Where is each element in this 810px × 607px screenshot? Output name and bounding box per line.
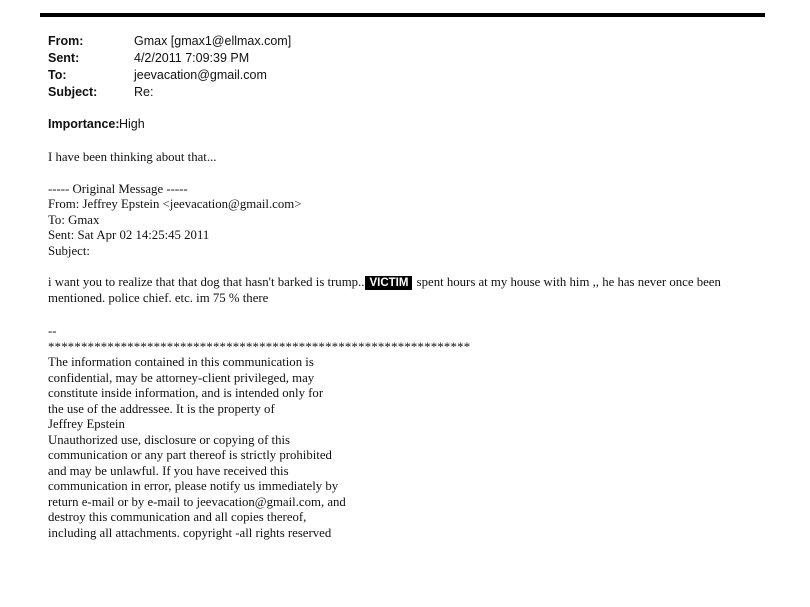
message-text-part-1: i want you to realize that that dog that hasn't barked is trump.. bbox=[48, 275, 365, 289]
original-subject: Subject: bbox=[48, 243, 90, 258]
disclaimer-line: confidential, may be attorney-client privileged, may bbox=[48, 370, 315, 385]
disclaimer-line: Jeffrey Epstein bbox=[48, 417, 125, 431]
to-value: jeevacation@gmail.com bbox=[134, 68, 267, 82]
original-to: To: Gmax bbox=[48, 212, 100, 227]
header-divider bbox=[40, 13, 765, 17]
importance-value: High bbox=[119, 117, 145, 131]
reply-line: I have been thinking about that... bbox=[48, 150, 217, 164]
sent-label: Sent: bbox=[48, 51, 80, 65]
disclaimer-line: destroy this communication and all copies thereof, bbox=[48, 510, 307, 524]
original-message-header: ----- Original Message ----- bbox=[48, 181, 188, 196]
disclaimer-line: Unauthorized use, disclosure or copying of this bbox=[48, 432, 291, 447]
original-from: From: Jeffrey Epstein <jeevacation@gmail.com> bbox=[48, 197, 302, 211]
disclaimer-line: and may be unlawful. If you have received this bbox=[48, 463, 289, 478]
subject-value: Re: bbox=[134, 85, 154, 99]
from-row bbox=[48, 33, 291, 50]
disclaimer-line: return e-mail or by e-mail to jeevacation@gmail.com, and bbox=[48, 494, 346, 509]
sent-row bbox=[48, 50, 291, 67]
original-sent: Sent: Sat Apr 02 14:25:45 2011 bbox=[48, 228, 210, 242]
disclaimer-line: communication in error, please notify us immediately by bbox=[48, 479, 339, 493]
sent-value: 4/2/2011 7:09:39 PM bbox=[134, 51, 250, 65]
message-line-1 bbox=[48, 275, 721, 291]
redaction-box: VICTIM bbox=[365, 276, 412, 290]
from-value: Gmax [gmax1@ellmax.com] bbox=[134, 34, 292, 48]
signature-stars: **************************************************************** bbox=[48, 339, 471, 354]
disclaimer-line: constitute inside information, and is intended only for bbox=[48, 386, 324, 400]
signature-dashes: -- bbox=[48, 324, 57, 338]
disclaimer-line: The information contained in this communication is bbox=[48, 355, 314, 369]
disclaimer-line: communication or any part thereof is strictly prohibited bbox=[48, 448, 332, 462]
email-headers bbox=[48, 33, 291, 133]
disclaimer-line: the use of the addressee. It is the property of bbox=[48, 401, 275, 416]
subject-label: Subject: bbox=[48, 85, 98, 99]
to-label: To: bbox=[48, 68, 67, 82]
disclaimer-line: including all attachments. copyright -all rights reserved bbox=[48, 525, 332, 540]
to-row bbox=[48, 67, 291, 84]
importance-row bbox=[48, 116, 291, 133]
from-label: From: bbox=[48, 34, 84, 48]
subject-row bbox=[48, 84, 291, 101]
importance-label: Importance: bbox=[48, 117, 120, 131]
message-line-2: mentioned. police chief. etc. im 75 % there bbox=[48, 290, 269, 305]
message-text-part-2: spent hours at my house with him ,, he has never once been bbox=[413, 275, 721, 289]
email-body bbox=[48, 150, 721, 541]
